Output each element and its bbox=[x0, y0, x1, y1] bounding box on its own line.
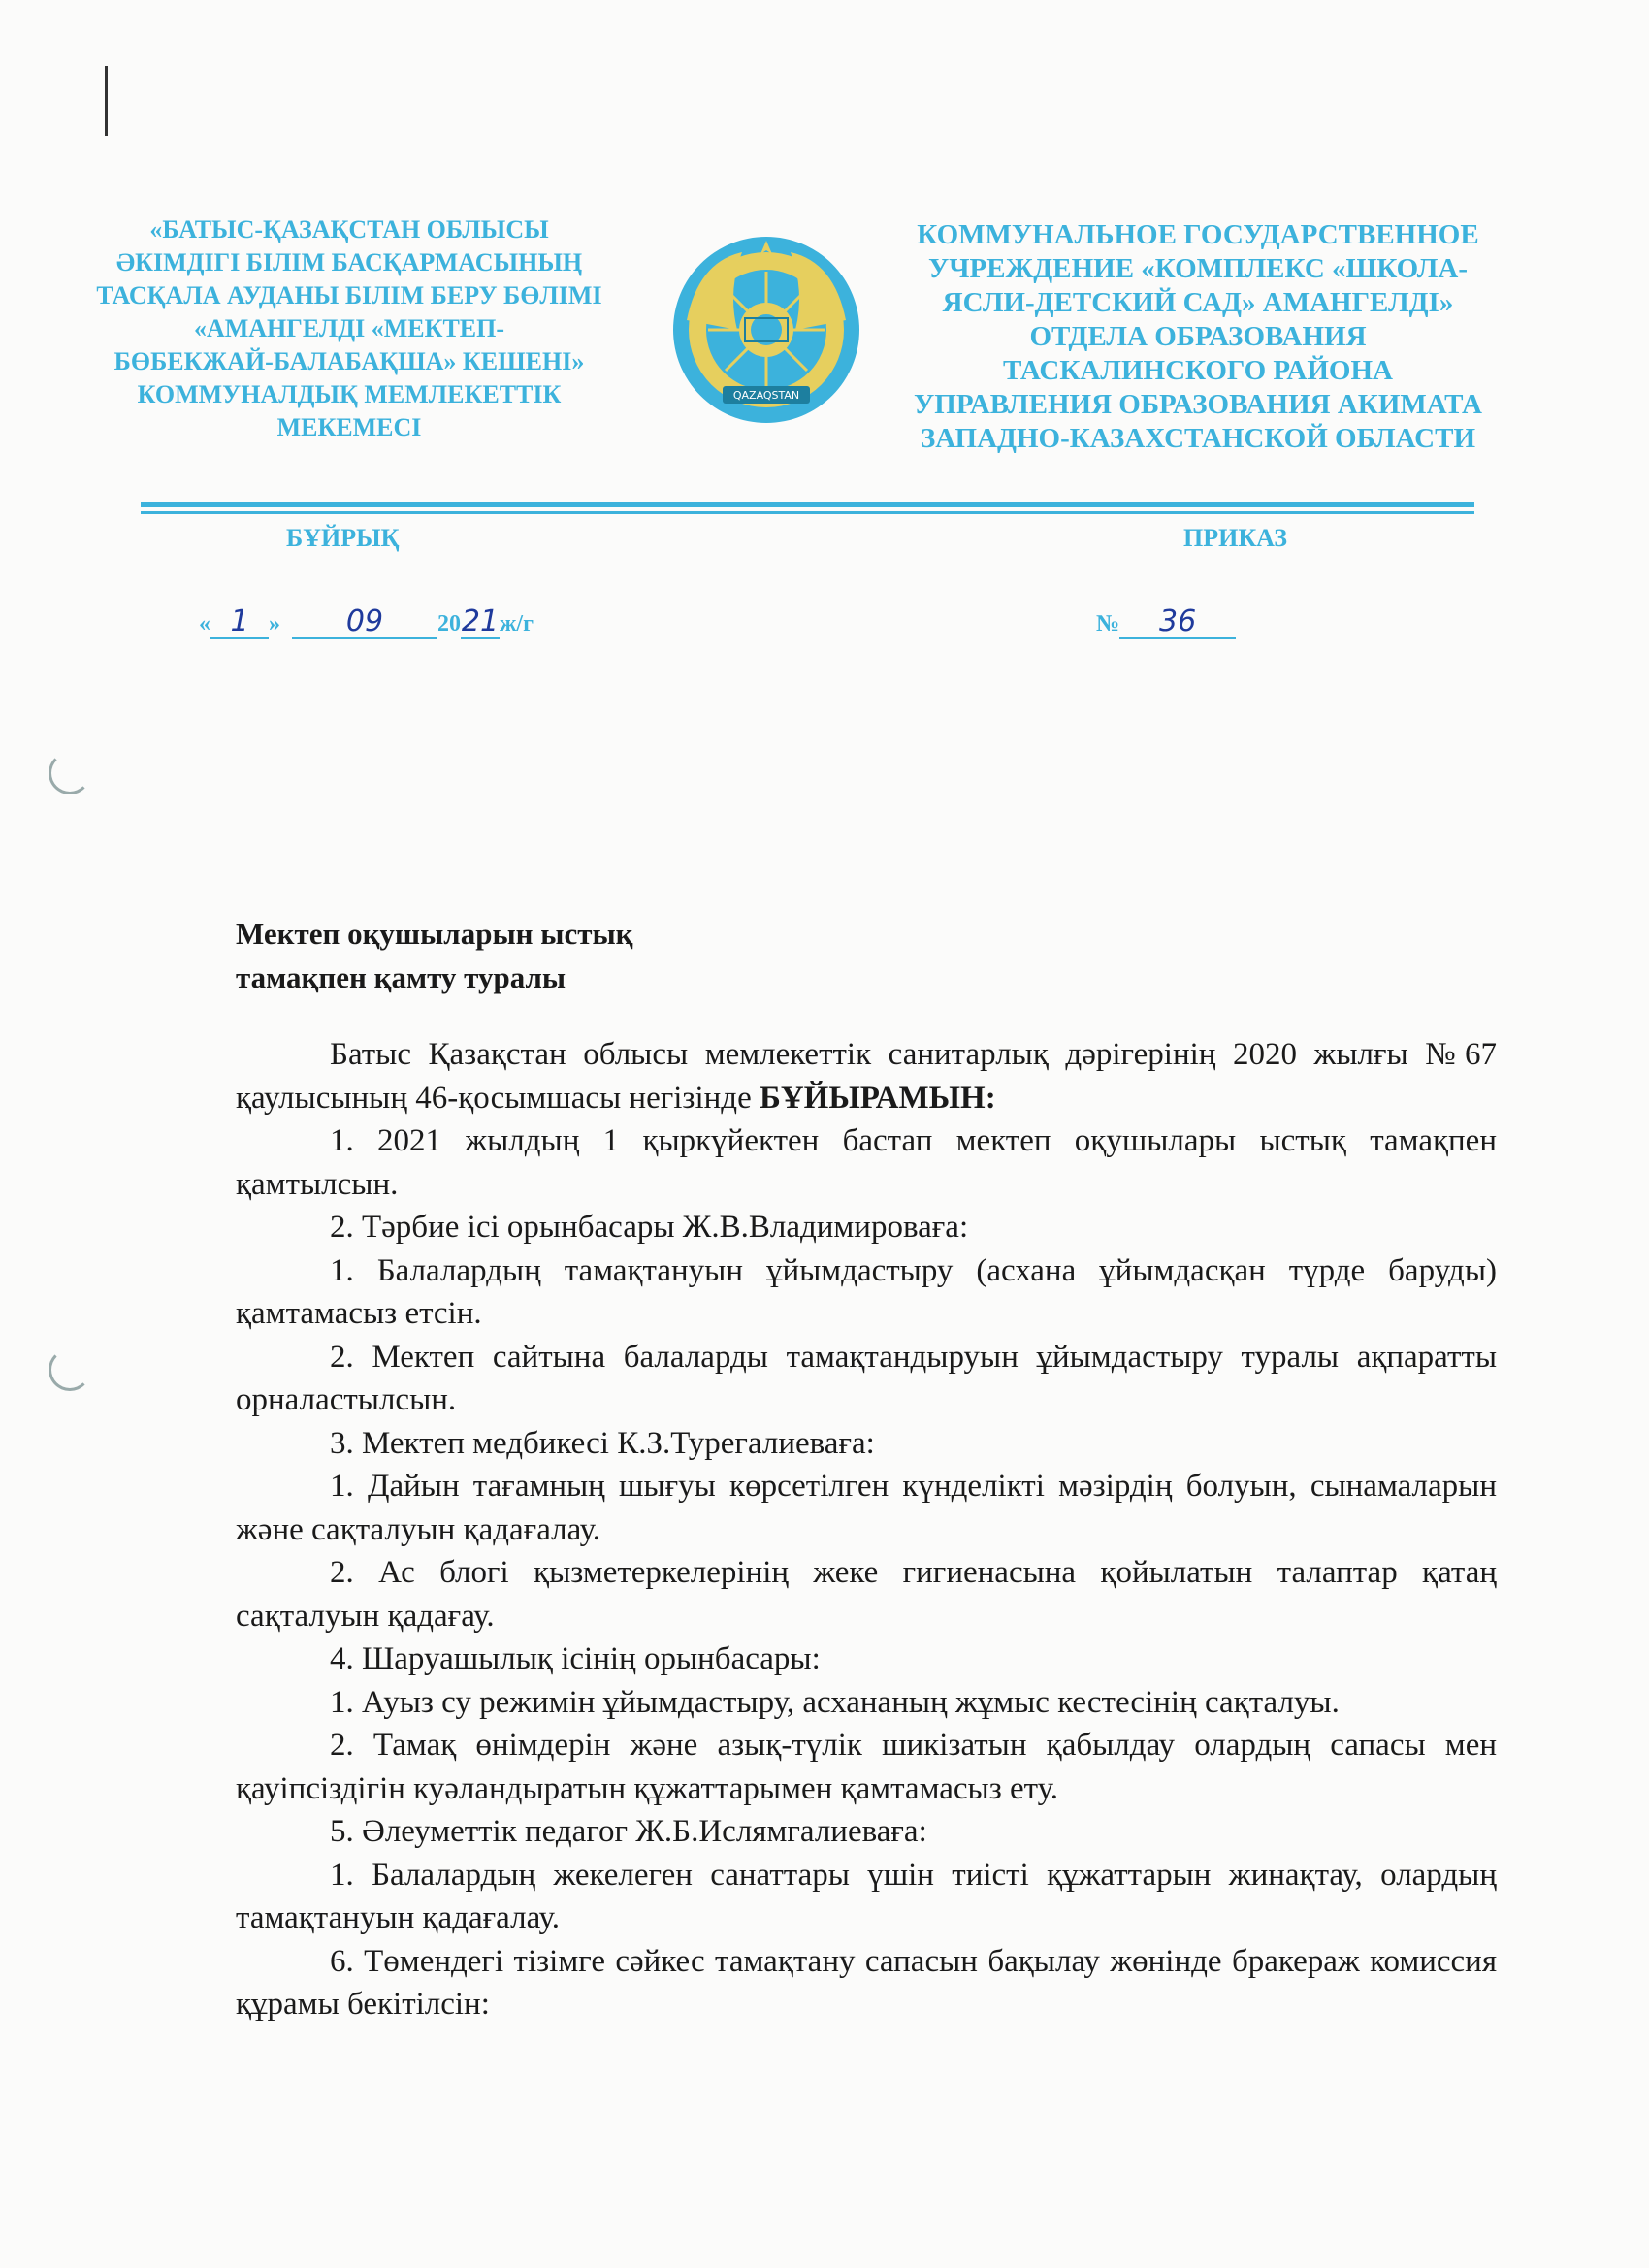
date-close-quote: » bbox=[269, 611, 280, 636]
body-paragraph: 2. Тамақ өнімдерін және азық-түлік шикізатын қабылдау олардың сапасы мен қауіпсіздігін куәландыратын құжаттарымен қамтамасыз ету. bbox=[236, 1728, 1497, 1806]
number-label: № bbox=[1096, 611, 1120, 636]
body-paragraph: 1. Ауыз су режимін ұйымдастыру, асхананың жұмыс кестесінің сақталуы. bbox=[330, 1684, 1340, 1720]
punch-hole-top bbox=[48, 752, 91, 794]
body-paragraph: 5. Әлеуметтік педагог Ж.Б.Ислямгалиеваға: bbox=[330, 1814, 927, 1849]
header-kazakh bbox=[58, 213, 640, 444]
header-russian-line: УПРАВЛЕНИЯ ОБРАЗОВАНИЯ АКИМАТА bbox=[913, 389, 1482, 420]
header-kazakh-line: ӘКІМДІГІ БІЛІМ БАСҚАРМАСЫНЫҢ bbox=[115, 248, 583, 276]
header-russian-line: УЧРЕЖДЕНИЕ «КОМПЛЕКС «ШКОЛА- bbox=[927, 253, 1468, 284]
body-paragraph: 2. Мектеп сайтына балаларды тамақтандыруын ұйымдастыру туралы ақпаратты орналастылсын. bbox=[236, 1339, 1497, 1417]
document-body bbox=[236, 1033, 1497, 2026]
header-kazakh-line: «АМАНГЕЛДІ «МЕКТЕП- bbox=[193, 314, 505, 342]
header-kazakh-line: ТАСҚАЛА АУДАНЫ БІЛІМ БЕРУ БӨЛІМІ bbox=[96, 281, 602, 309]
order-date bbox=[199, 606, 534, 639]
state-emblem-icon bbox=[669, 233, 863, 437]
date-open-quote: « bbox=[199, 611, 210, 636]
punch-hole-bottom bbox=[48, 1348, 91, 1391]
date-year-prefix: 20 bbox=[437, 611, 461, 636]
header-russian bbox=[878, 218, 1518, 456]
order-number bbox=[1096, 606, 1236, 639]
document-title bbox=[236, 912, 633, 999]
header-divider-thin bbox=[141, 511, 1474, 514]
date-day: 1 bbox=[210, 606, 269, 639]
date-month: 09 bbox=[292, 606, 437, 639]
number-value: 36 bbox=[1119, 606, 1236, 639]
body-paragraph: 3. Мектеп медбикесі К.З.Турегалиеваға: bbox=[330, 1425, 875, 1461]
body-paragraph: 1. 2021 жылдың 1 қыркүйектен бастап мектеп оқушылары ыстық тамақпен қамтылсын. bbox=[236, 1123, 1497, 1202]
header-kazakh-line: БӨБЕКЖАЙ-БАЛАБАҚША» КЕШЕНІ» bbox=[113, 347, 585, 375]
margin-mark bbox=[105, 66, 108, 136]
date-year-mark: ж/г bbox=[500, 611, 534, 636]
header-russian-line: КОММУНАЛЬНОЕ ГОСУДАРСТВЕННОЕ bbox=[917, 219, 1479, 250]
body-paragraph: 4. Шаруашылық ісінің орынбасары: bbox=[330, 1641, 821, 1676]
header-kazakh-line: МЕКЕМЕСІ bbox=[276, 413, 422, 441]
body-paragraph: 1. Балалардың жекелеген санаттары үшін тиісті құжаттарын жинақтау, олардың тамақтануын қадағалау. bbox=[236, 1857, 1497, 1935]
body-paragraph: 1. Дайын тағамның шығуы көрсетілген күнделікті мәзірдің болуын, сынамаларын және сақталуын қадағалау. bbox=[236, 1469, 1497, 1547]
title-line: Мектеп оқушыларын ыстық bbox=[236, 917, 633, 951]
body-paragraph: 2. Тәрбие ісі орынбасары Ж.В.Владимироваға: bbox=[330, 1210, 969, 1245]
emblem-label: QAZAQSTAN bbox=[732, 389, 800, 402]
header-russian-line: ЯСЛИ-ДЕТСКИЙ САД» АМАНГЕЛДІ» bbox=[942, 287, 1454, 318]
body-paragraph: 2. Ас блогі қызметеркелерінің жеке гигиенасына қойылатын талаптар қатаң сақталуын қадағау. bbox=[236, 1555, 1497, 1634]
header-russian-line: ТАСКАЛИНСКОГО РАЙОНА bbox=[1003, 355, 1393, 386]
intro-paragraph bbox=[236, 1033, 1497, 1119]
header-russian-line: ЗАПАДНО-КАЗАХСТАНСКОЙ ОБЛАСТИ bbox=[921, 423, 1475, 454]
body-paragraph: 1. Балалардың тамақтануын ұйымдастыру (асхана ұйымдасқан түрде баруды) қамтамасыз етсін. bbox=[236, 1252, 1497, 1331]
order-label-kazakh: БҰЙРЫҚ bbox=[286, 524, 400, 552]
order-label-russian: ПРИКАЗ bbox=[1183, 524, 1288, 552]
header-divider-thick bbox=[141, 502, 1474, 507]
intro-text: Батыс Қазақстан облысы мемлекеттік санитарлық дәрігерінің 2020 жылғы №67 қаулысының 46-қосымшасы негізінде bbox=[236, 1037, 1497, 1116]
intro-emphasis: БҰЙЫРАМЫН: bbox=[760, 1080, 996, 1116]
header-russian-line: ОТДЕЛА ОБРАЗОВАНИЯ bbox=[1029, 321, 1367, 352]
header-kazakh-line: КОММУНАЛДЫҚ МЕМЛЕКЕТТІК bbox=[137, 380, 562, 408]
header-kazakh-line: «БАТЫС-ҚАЗАҚСТАН ОБЛЫСЫ bbox=[149, 215, 549, 243]
body-paragraph: 6. Төмендегі тізімге сәйкес тамақтану сапасын бақылау жөнінде бракераж комиссия құрамы бекітілсін: bbox=[236, 1943, 1497, 2022]
title-line: тамақпен қамту туралы bbox=[236, 960, 566, 994]
date-year-suffix: 21 bbox=[461, 604, 500, 638]
